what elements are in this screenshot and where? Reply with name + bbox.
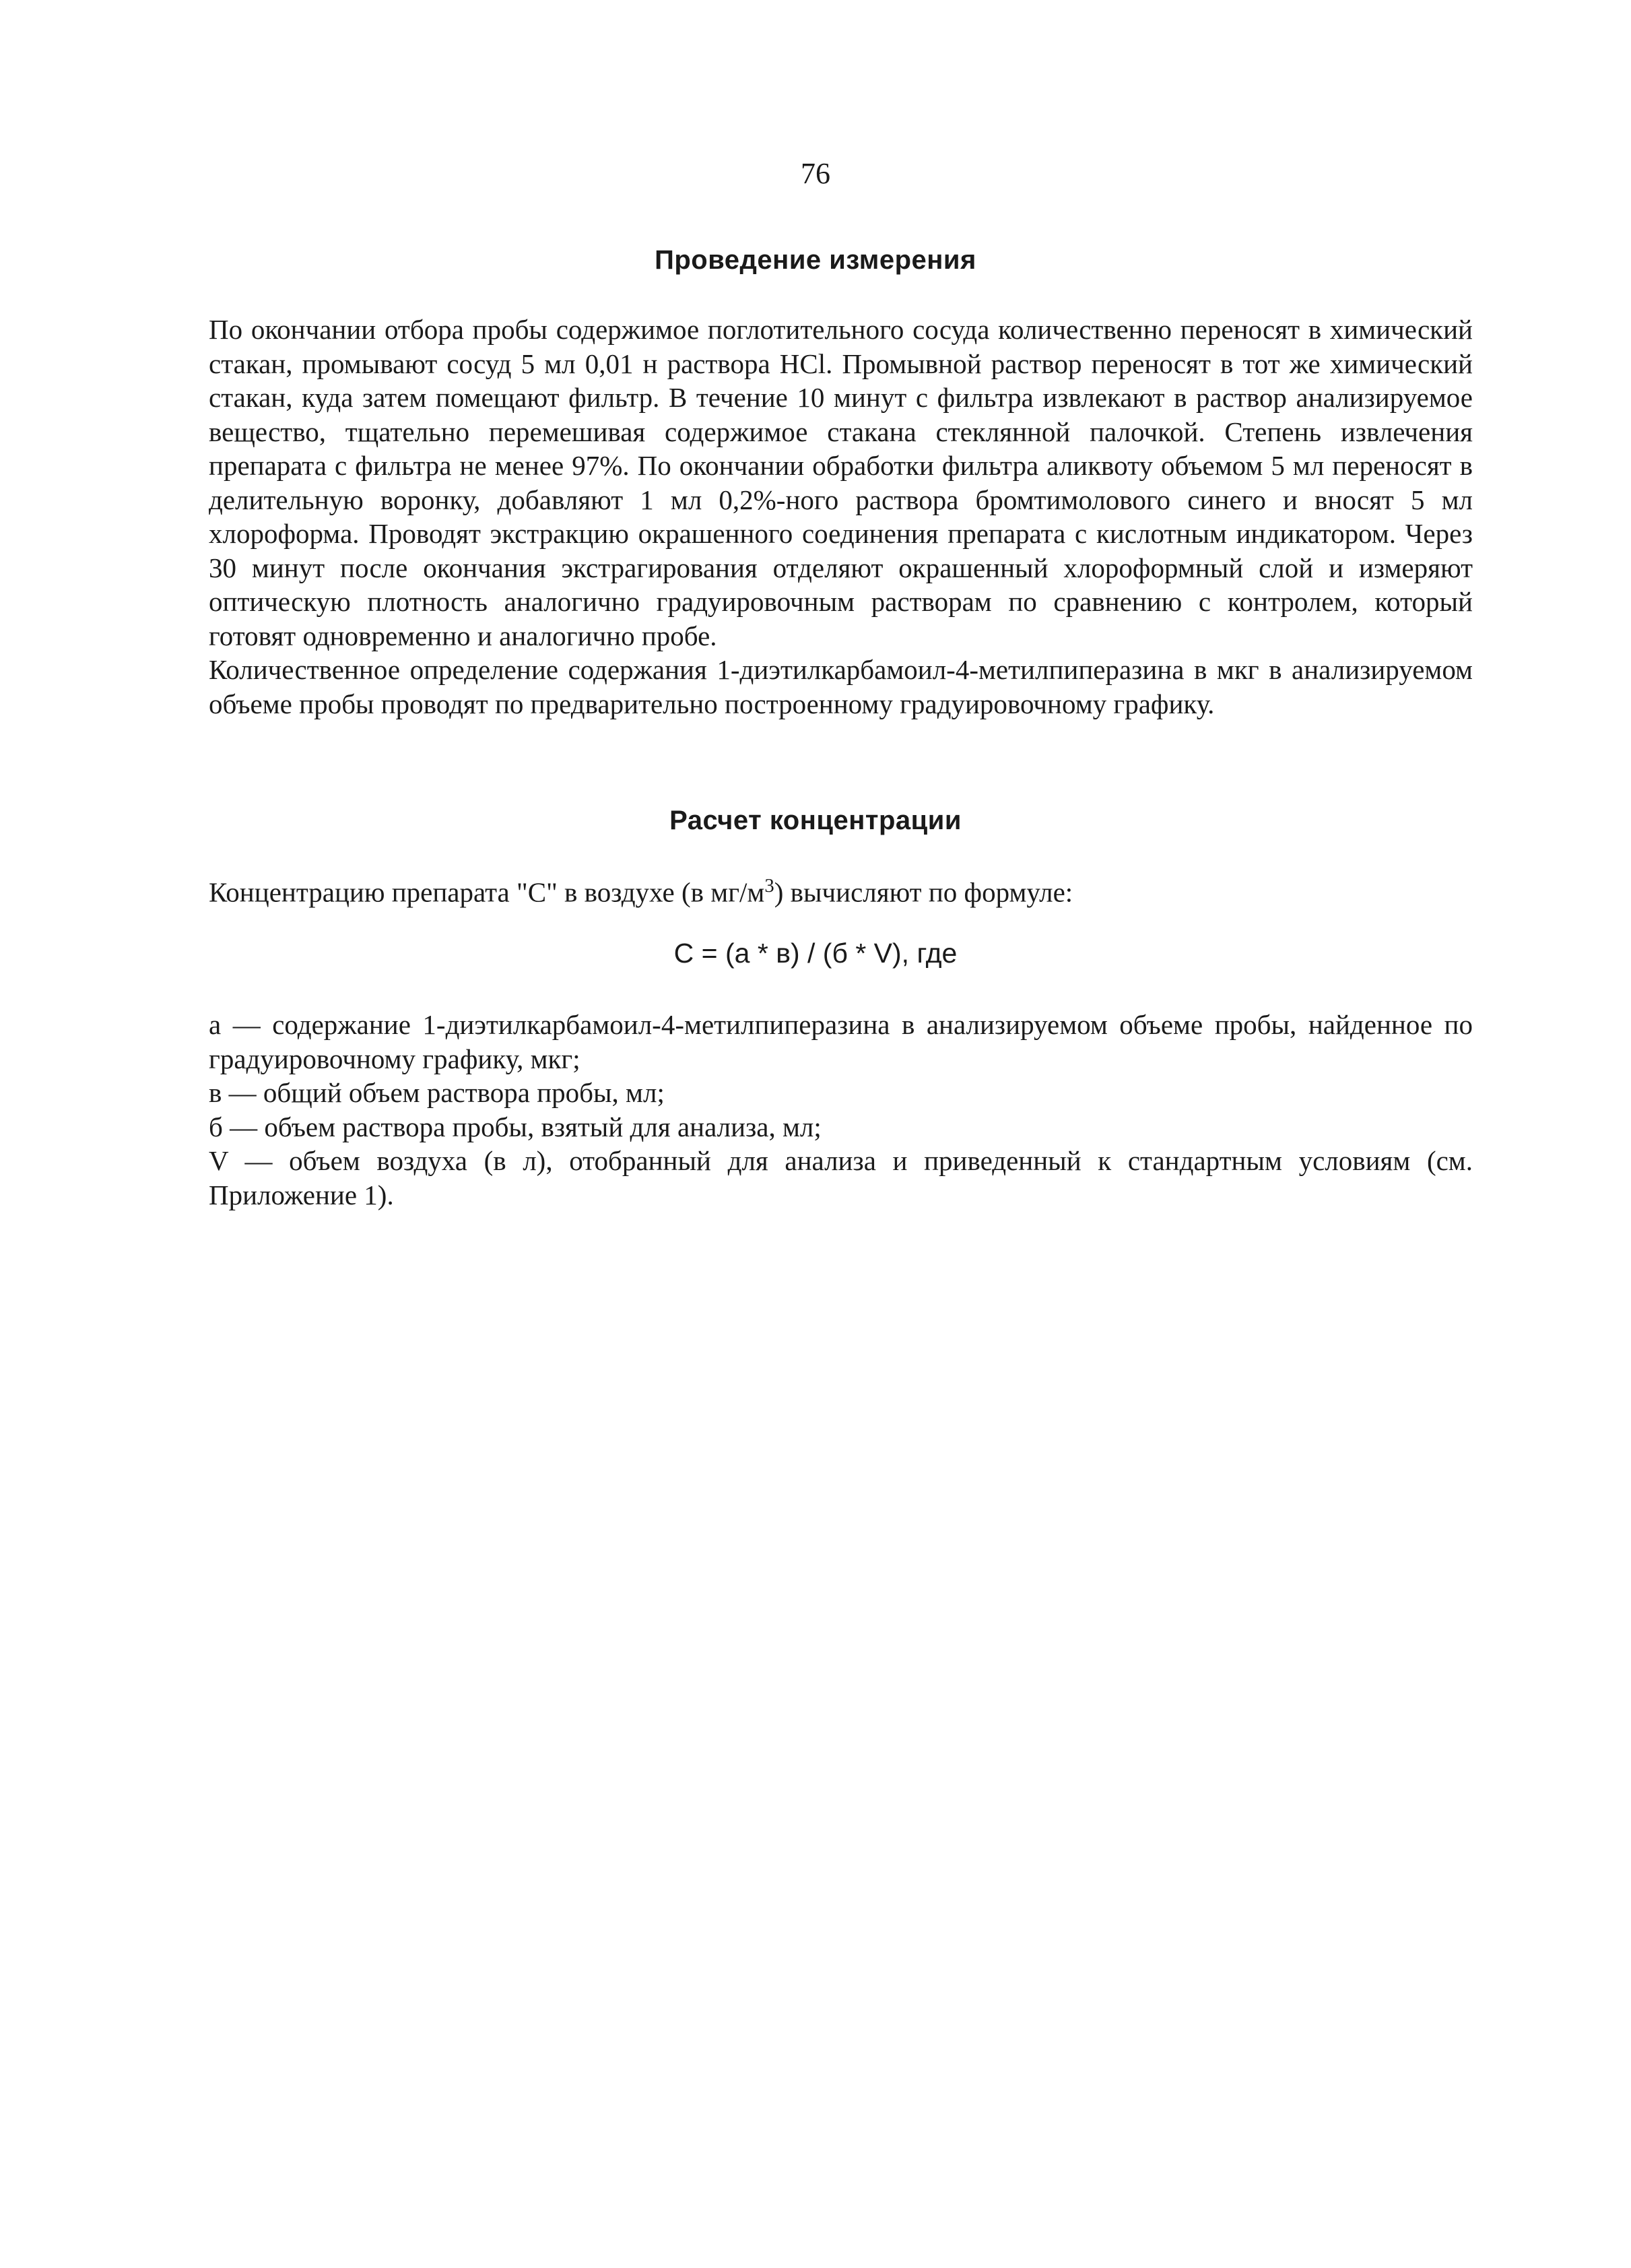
paragraph-text: По окончании отбора пробы содержимое поглотительного сосуда количественно переносят в химический стакан, промывают сосуд 5 мл 0,01 н раствора HCl. Промывной раствор переносят в тот же химический стакан, куда затем помещают фильтр. В течение 10 минут с фильтра извлекают в раствор анализируемое вещество, тщательно перемешивая содержимое стакана стеклянной палочкой. Степень извлечения препарата с фильтра не менее 97%. По окончании обработки фильтра аликвоту объемом 5 мл переносят в делительную воронку, добавляют 1 мл 0,2%-ного раствора бромтимолового синего и вносят 5 мл хлороформа. Проводят экстракцию окрашенного соединения препарата с кислотным индикатором. Через 30 минут после окончания экстрагирования отделяют окрашенный хлороформный слой и измеряют оптическую плотность аналогично градуировочным растворам по сравнению с контролем, который готовят одновременно и аналогично пробе. xyxy=(209,314,1473,651)
formula-definitions xyxy=(209,1008,1473,1212)
definition-volume: V — объем воздуха (в л), отобранный для анализа и приведенный к стандартным условиям (см. Приложение 1). xyxy=(209,1145,1473,1210)
definition-v: в — общий объем раствора пробы, мл; xyxy=(209,1077,665,1108)
section-heading-measurement: Проведение измерения xyxy=(655,245,976,275)
section-measurement-body xyxy=(209,313,1473,721)
paragraph-text: Количественное определение содержания 1-диэтилкарбамоил-4-метилпиперазина в мкг в анализируемом объеме пробы проводят по предварительно построенному градуировочному графику. xyxy=(209,654,1473,719)
section-heading-calculation: Расчет концентрации xyxy=(669,806,962,835)
paragraph xyxy=(209,653,1473,721)
unit-exponent: 3 xyxy=(764,875,774,897)
definition-b: б — объем раствора пробы, взятый для анализа, мл; xyxy=(209,1111,822,1142)
formula-intro-text: Концентрацию препарата "С" в воздухе (в мг/м xyxy=(209,876,765,908)
formula-intro-text-end: ) вычисляют по формуле: xyxy=(774,876,1073,908)
definition-a: а — содержание 1-диэтилкарбамоил-4-метилпиперазина в анализируемом объеме пробы, найденное по градуировочному графику, мкг; xyxy=(209,1009,1473,1074)
page-number: 76 xyxy=(801,157,830,190)
paragraph xyxy=(209,313,1473,653)
formula-intro xyxy=(209,869,1073,909)
formula: С = (а * в) / (б * V), где xyxy=(673,938,958,969)
